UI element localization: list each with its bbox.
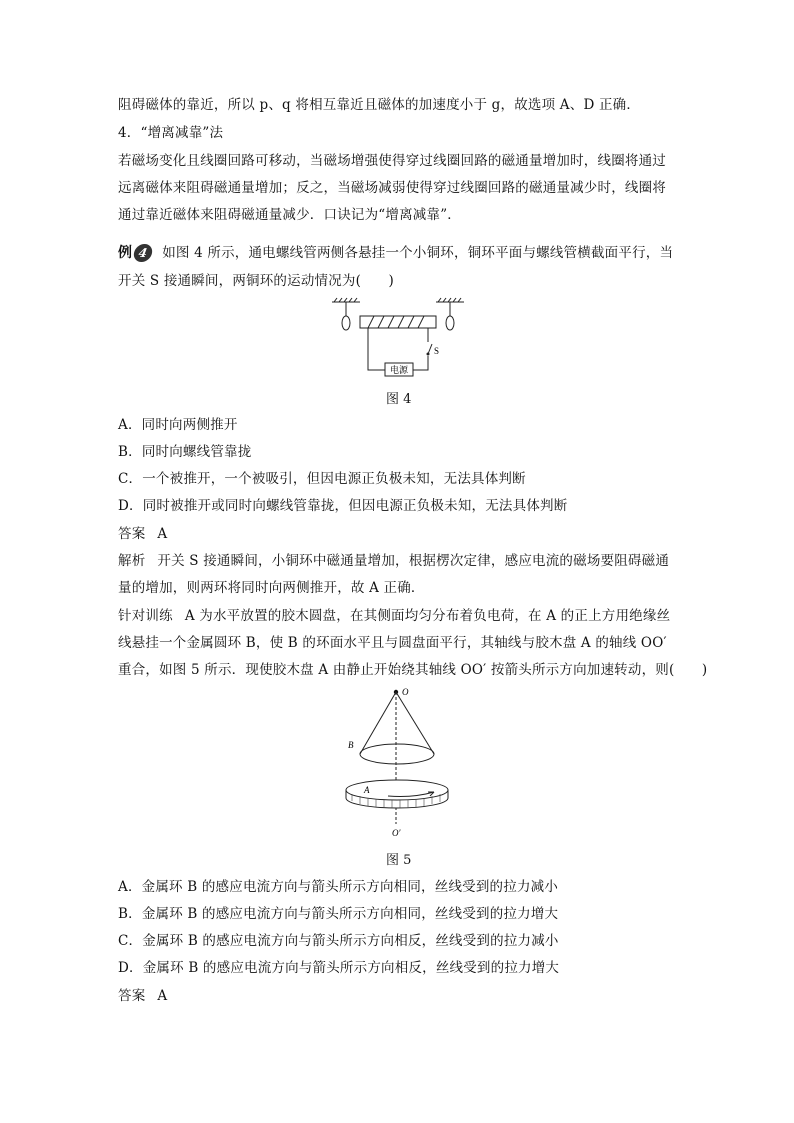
paragraph-line: 线悬挂一个金属圆环 B，使 B 的环面水平且与圆盘面平行，其轴线与胶木盘 A 的轴线 OO′ [118,635,667,651]
example-badge [118,244,152,262]
circuit-wire-right [413,356,428,370]
ceiling-right [436,298,464,302]
rubber-disk-a [346,780,448,800]
figure-caption: 图 5 [386,853,412,868]
explanation-label: 解析 [118,553,146,569]
paragraph-line: 量的增加，则两环将同时向两侧推开，故 A 正确． [118,580,425,596]
figure-caption: 图 4 [386,392,412,407]
example-label: 例 [118,245,133,261]
cone-line-right [396,692,434,754]
answer-label: 答案 [118,526,146,542]
point-o-prime-label: O′ [392,828,401,838]
switch-label: S [434,346,440,356]
paragraph-line: 通过靠近磁体来阻碍磁通量减少．口诀记为“增离减靠”． [118,207,462,223]
section-heading: 4．“增离减靠”法 [118,125,224,141]
power-label: 电源 [389,366,409,376]
cone-line-left [360,692,396,754]
example-number: 4 [133,244,154,262]
explanation-text: 开关 S 接通瞬间，小铜环中磁通量增加，根据楞次定律，感应电流的磁场要阻碍磁通 [157,553,670,569]
option-b: B．金属环 B 的感应电流方向与箭头所示方向相同，丝线受到的拉力增大 [118,906,559,922]
paragraph-line: 重合，如图 5 所示．现使胶木盘 A 由静止开始绕其轴线 OO′ 按箭头所示方向加速转动，则( ) [118,662,708,678]
switch-lever [428,344,432,354]
option-d: D．同时被推开或同时向螺线管靠拢，但因电源正负极未知，无法具体判断 [118,498,568,514]
example-text: 如图 4 所示，通电螺线管两侧各悬挂一个小铜环，铜环平面与螺线管横截面平行，当 [162,245,674,261]
explanation-line [118,552,669,570]
circuit-wire-left [368,328,385,370]
solenoid-coils [368,316,424,328]
answer-value: A [157,526,168,542]
metal-ring-b [360,744,434,764]
paragraph-line: 远离磁体来阻碍磁通量增加；反之，当磁场减弱使得穿过线圈回路的磁通量减少时，线圈将 [118,180,666,196]
paragraph-line: 阻碍磁体的靠近，所以 p、q 将相互靠近且磁体的加速度小于 g，故选项 A、D 正确． [118,97,641,113]
training-label: 针对训练 [118,608,173,624]
example-line [118,244,673,262]
training-line [118,607,670,625]
answer-line [118,987,167,1005]
option-c: C．金属环 B 的感应电流方向与箭头所示方向相反，丝线受到的拉力减小 [118,933,559,949]
disk-a-label: A [364,785,370,795]
answer-label: 答案 [118,988,146,1004]
paragraph-line: 若磁场变化且线圈回路可移动，当磁场增强使得穿过线圈回路的磁通量增加时，线圈将通过 [118,153,666,169]
right-copper-ring [446,316,454,330]
option-b: B．同时向螺线管靠拢 [118,444,252,460]
ceiling-left [332,298,360,302]
answer-line [118,525,167,543]
solenoid-diagram [328,296,468,382]
option-c: C．一个被推开，一个被吸引，但因电源正负极未知，无法具体判断 [118,471,526,487]
switch-pivot [427,353,430,356]
option-d: D．金属环 B 的感应电流方向与箭头所示方向相反，丝线受到的拉力增大 [118,960,560,976]
option-a: A．金属环 B 的感应电流方向与箭头所示方向相同，丝线受到的拉力减小 [118,879,559,895]
option-a: A．同时向两侧推开 [118,417,238,433]
training-text: A 为水平放置的胶木圆盘，在其侧面均匀分布着负电荷，在 A 的正上方用绝缘丝 [184,608,671,624]
left-copper-ring [342,316,350,330]
paragraph-line: 开关 S 接通瞬间，两铜环的运动情况为( ) [118,273,394,289]
disk-ring-diagram [338,684,458,844]
ring-b-label: B [348,740,354,750]
point-o-label: O [402,687,409,697]
answer-value: A [157,988,168,1004]
